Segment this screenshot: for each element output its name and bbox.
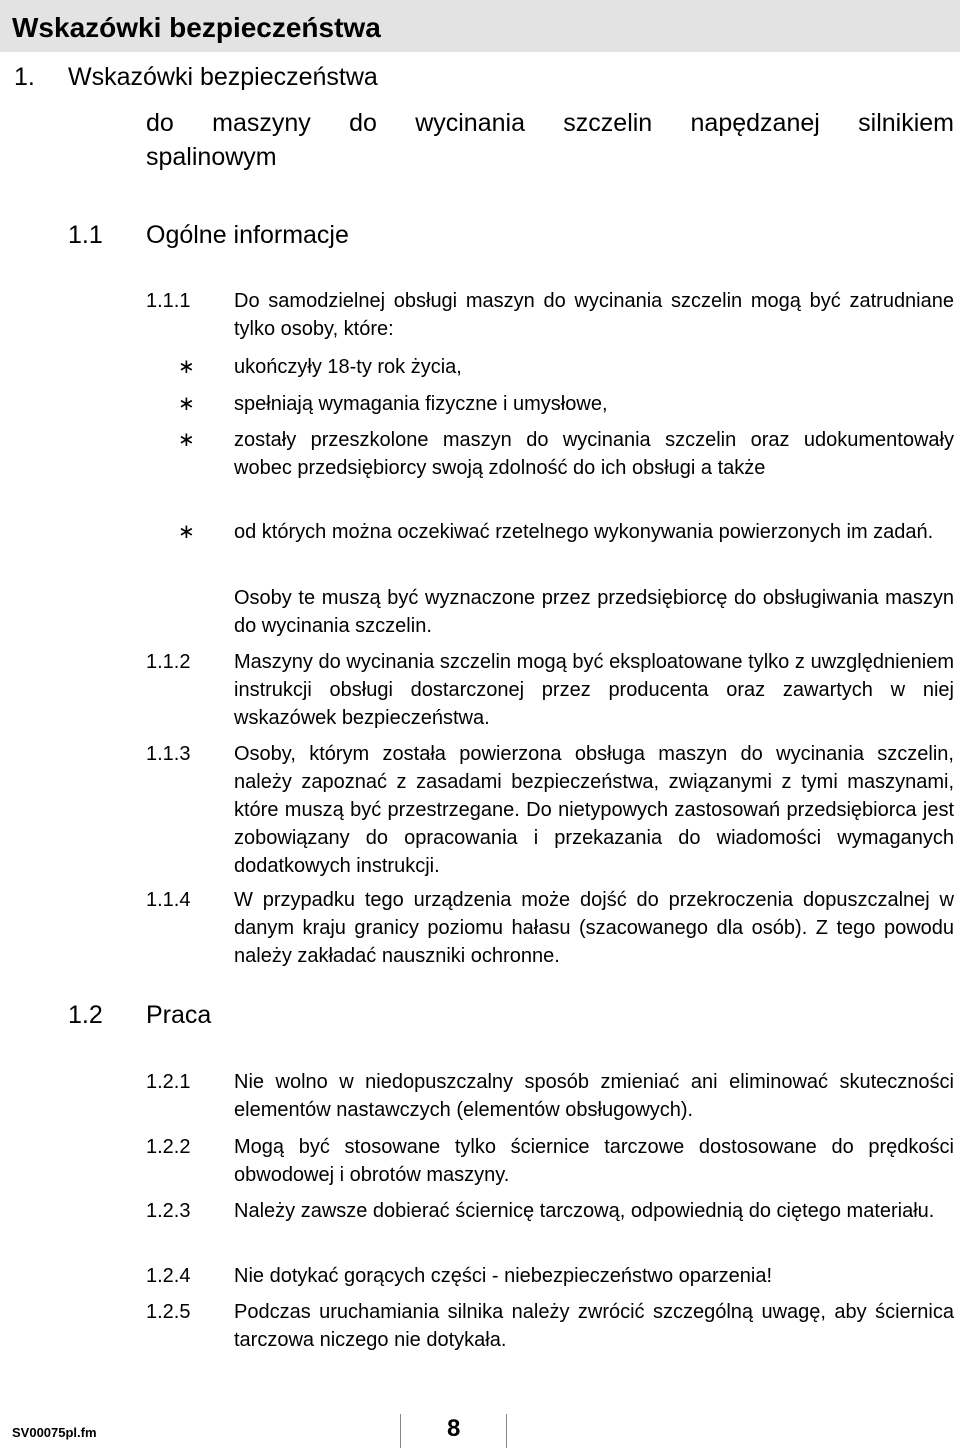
- item-number: 1.1.4: [146, 889, 191, 911]
- section-1-1-title: Ogólne informacje: [146, 221, 349, 249]
- item-number: 1.1.3: [146, 743, 191, 765]
- bullet-star-icon: ∗: [178, 521, 195, 543]
- item-number: 1.1.1: [146, 290, 191, 312]
- item-text: Należy zawsze dobierać ściernicę tarczową, odpowiednią do ciętego materiału.: [234, 1200, 935, 1222]
- item-text: Maszyny do wycinania szczelin mogą być eksploatowane tylko z uwzględnieniem instrukcji obsługi dostarczonej przez producenta oraz zawartych w niej wskazówek bezpieczeństwa.: [234, 651, 954, 729]
- item-number: 1.2.4: [146, 1265, 191, 1287]
- item-text: Mogą być stosowane tylko ściernice tarczowe dostosowane do prędkości obwodowej i obrotów maszyny.: [234, 1136, 954, 1186]
- item-text: W przypadku tego urządzenia może dojść do przekroczenia dopuszczalnej w danym kraju granicy poziomu hałasu (szacowanego dla osób). Z tego powodu należy zakładać nauszniki ochronne.: [234, 889, 954, 967]
- item-number: 1.2.5: [146, 1301, 191, 1323]
- section-1-2-title: Praca: [146, 1001, 212, 1029]
- closing-paragraph: Osoby te muszą być wyznaczone przez przedsiębiorcę do obsługiwania maszyn do wycinania szczelin.: [234, 587, 954, 637]
- item-text: Podczas uruchamiania silnika należy zwrócić szczególną uwagę, aby ściernica tarczowa niczego nie dotykała.: [234, 1301, 954, 1351]
- item-number: 1.2.2: [146, 1136, 191, 1158]
- bullet-star-icon: ∗: [178, 356, 195, 378]
- bullet-item: spełniają wymagania fizyczne i umysłowe,: [234, 393, 608, 415]
- page-header-title: Wskazówki bezpieczeństwa: [12, 12, 381, 43]
- bullet-star-icon: ∗: [178, 429, 195, 451]
- section-1-1-number: 1.1: [68, 221, 103, 249]
- section-1-2-number: 1.2: [68, 1001, 103, 1029]
- item-text: Nie wolno w niedopuszczalny sposób zmieniać ani eliminować skuteczności elementów nastawczych (elementów obsługowych).: [234, 1071, 954, 1121]
- item-number: 1.2.3: [146, 1200, 191, 1222]
- footer-divider: [506, 1414, 507, 1448]
- section-1-number: 1.: [14, 63, 35, 91]
- section-1-subtitle-line2: spalinowym: [146, 143, 277, 171]
- item-text: Osoby, którym została powierzona obsługa maszyn do wycinania szczelin, należy zapoznać z zasadami bezpieczeństwa, związanymi z tymi maszynami, które muszą być przestrzegane. Do nietypowych zastosowań przedsiębiorca jest zobowiązany do opracowania i przekazania do wiadomości wymaganych dodatkowych instrukcji.: [234, 743, 954, 877]
- bullet-star-icon: ∗: [178, 393, 195, 415]
- item-number: 1.1.2: [146, 651, 191, 673]
- item-number: 1.2.1: [146, 1071, 191, 1093]
- footer-document-code: SV00075pl.fm: [12, 1425, 97, 1440]
- section-1-subtitle-line1: do maszyny do wycinania szczelin napędzanej silnikiem: [146, 109, 954, 137]
- item-text: Nie dotykać gorących części - niebezpieczeństwo oparzenia!: [234, 1265, 773, 1287]
- bullet-item: od których można oczekiwać rzetelnego wykonywania powierzonych im zadań.: [234, 521, 934, 543]
- section-1-title: Wskazówki bezpieczeństwa: [68, 63, 378, 91]
- footer-page-number: 8: [447, 1415, 461, 1442]
- bullet-item: ukończyły 18-ty rok życia,: [234, 356, 462, 378]
- bullet-item: zostały przeszkolone maszyn do wycinania szczelin oraz udokumentowały wobec przedsiębiorcy swoją zdolność do ich obsługi a także: [234, 429, 954, 479]
- footer-divider: [400, 1414, 401, 1448]
- item-text: Do samodzielnej obsługi maszyn do wycinania szczelin mogą być zatrudniane tylko osoby, które:: [234, 290, 954, 340]
